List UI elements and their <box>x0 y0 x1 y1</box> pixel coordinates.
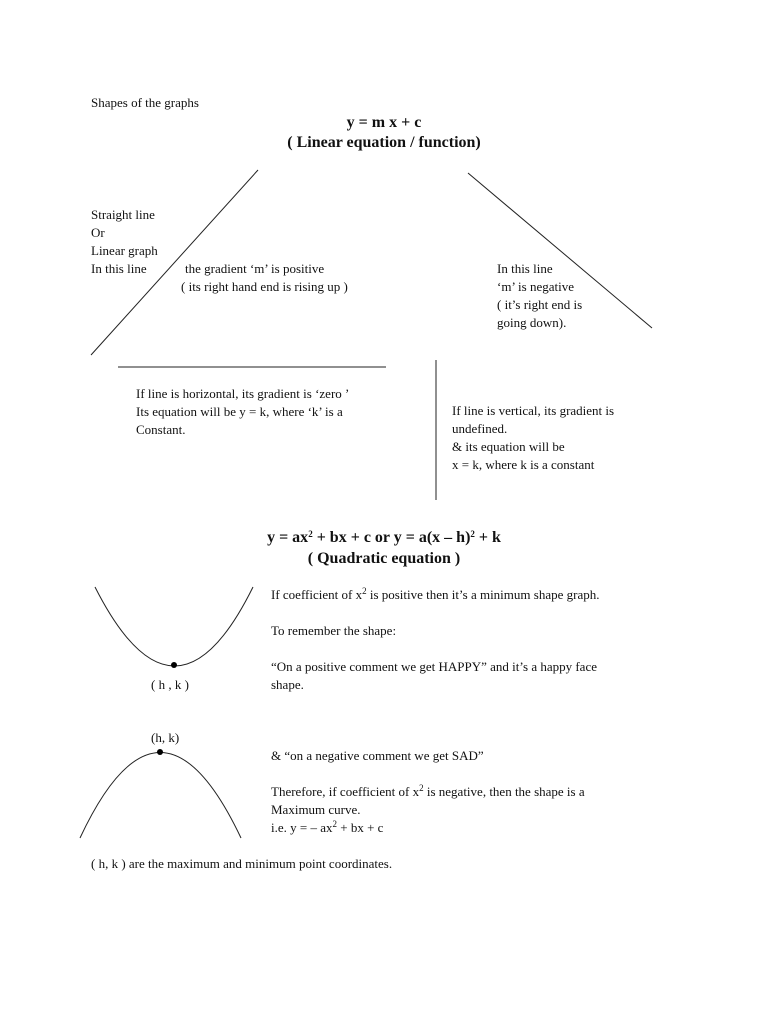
positive-gradient-note: the gradient ‘m’ is positive <box>185 261 325 276</box>
linear-subtitle: ( Linear equation / function) <box>287 134 481 151</box>
negative-gradient-note-4: going down). <box>497 315 567 330</box>
negative-gradient-note-2: ‘m’ is negative <box>497 279 575 294</box>
maximum-note-1: & “on a negative comment we get SAD” <box>271 748 484 763</box>
horizontal-note-1: If line is horizontal, its gradient is ‘zero ’ <box>136 386 350 401</box>
maximum-note-4: i.e. y = – $ax^2$ + bx + c <box>271 819 384 835</box>
linear-graph-label: Linear graph <box>91 243 158 258</box>
or-label: Or <box>91 225 105 240</box>
minimum-parabola <box>95 587 253 666</box>
footer-note: ( h, k ) are the maximum and minimum point coordinates. <box>91 856 393 871</box>
vertical-note-3: & its equation will be <box>452 439 565 454</box>
quadratic-title: $y = ax^2$ + bx + c or y = a(x – h)$^2$ + k <box>267 529 501 546</box>
maximum-note-2: Therefore, if coefficient of $x^2$ is negative, then the shape is a <box>271 783 585 799</box>
negative-gradient-note-3: ( it’s right end is <box>497 297 583 312</box>
linear-title: y = m x + c <box>346 114 422 131</box>
minimum-point-label: ( h , k ) <box>151 677 189 692</box>
minimum-note-2: To remember the shape: <box>271 623 397 638</box>
quadratic-subtitle: ( Quadratic equation ) <box>307 550 461 567</box>
vertical-note-4: x = k, where k is a constant <box>452 457 595 472</box>
minimum-note-1: If coefficient of $x^2$ is positive then it’s a minimum shape graph. <box>271 586 600 602</box>
maximum-point-label: (h, k) <box>151 730 180 745</box>
maximum-parabola <box>80 753 241 839</box>
horizontal-note-2: Its equation will be y = k, where ‘k’ is a <box>136 404 343 419</box>
in-this-line-label: In this line <box>91 261 147 276</box>
horizontal-note-3: Constant. <box>136 422 186 437</box>
negative-gradient-note-1: In this line <box>497 261 553 276</box>
maximum-note-3: Maximum curve. <box>271 802 361 817</box>
minimum-note-3: “On a positive comment we get HAPPY” and it’s a happy face <box>271 659 597 674</box>
positive-gradient-note-2: ( its right hand end is rising up ) <box>181 279 348 294</box>
minimum-point <box>171 662 177 668</box>
page-heading: Shapes of the graphs <box>91 95 199 110</box>
vertical-note-1: If line is vertical, its gradient is <box>452 403 615 418</box>
vertical-note-2: undefined. <box>452 421 508 436</box>
minimum-note-4: shape. <box>271 677 304 692</box>
straight-line-label: Straight line <box>91 207 155 222</box>
maximum-point <box>157 749 163 755</box>
